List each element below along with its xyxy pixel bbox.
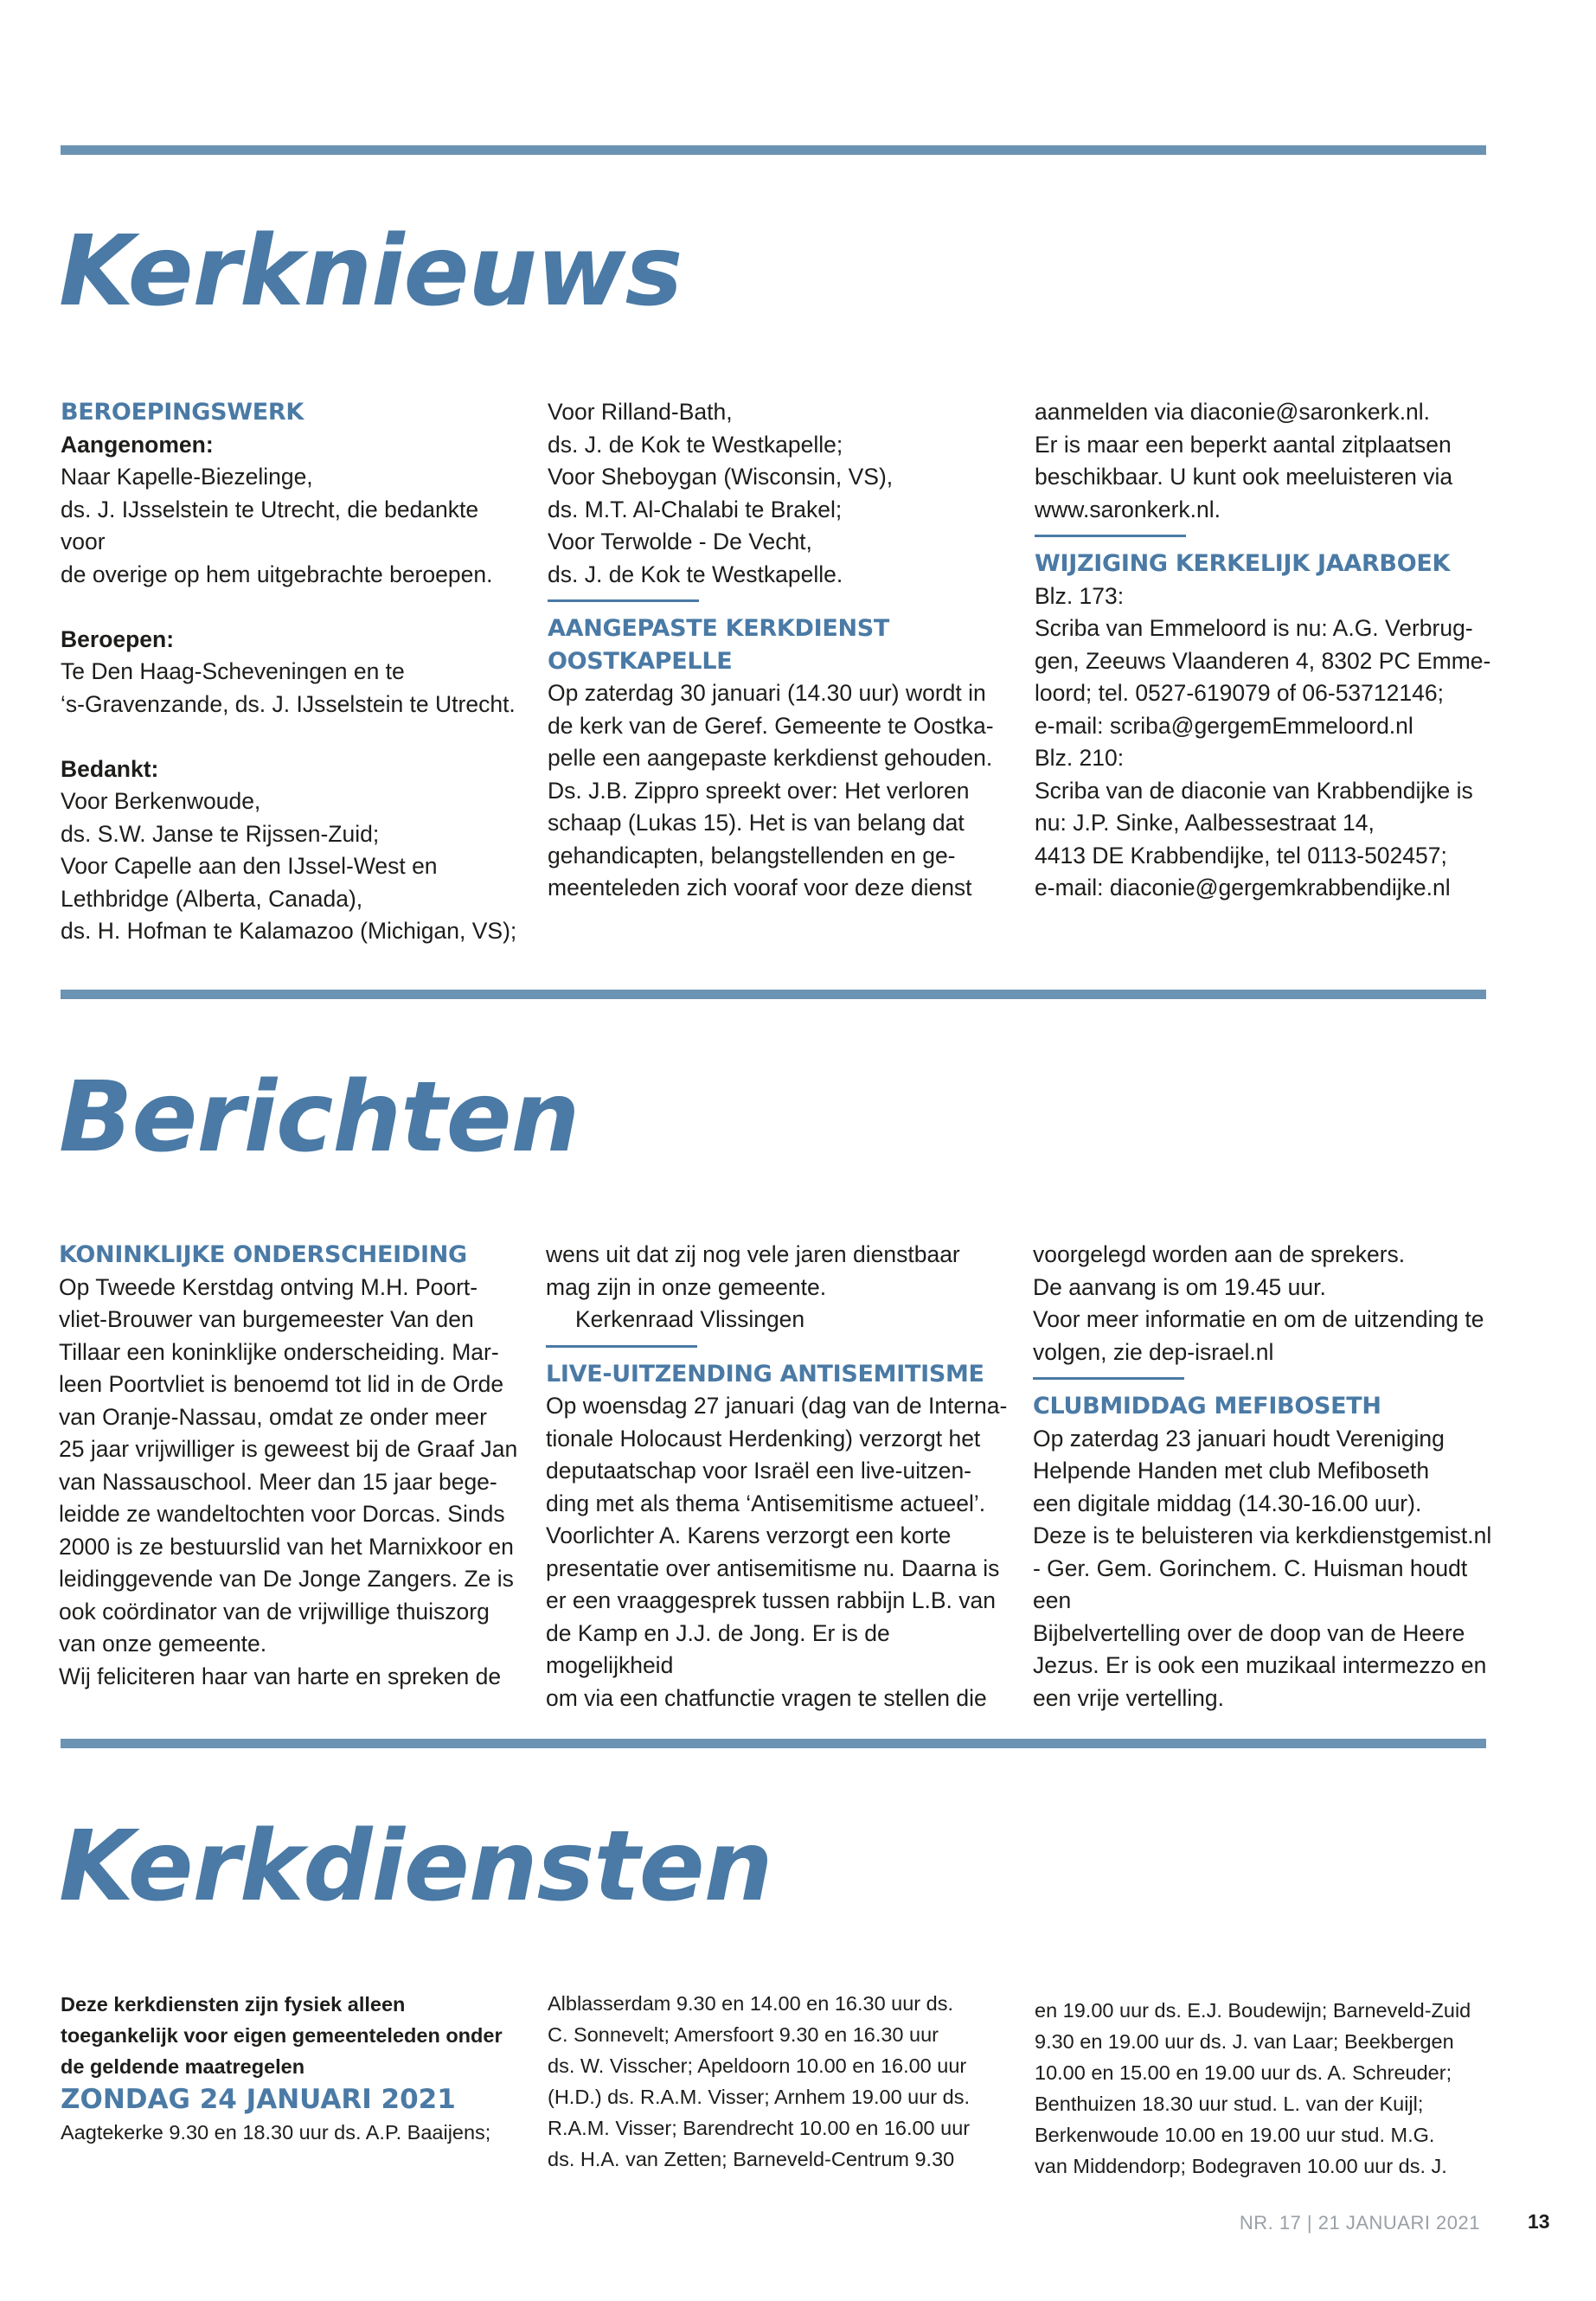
- text-line: ds. J. de Kok te Westkapelle;: [548, 431, 843, 458]
- text-line: gehandicapten, belangstellenden en ge-: [548, 842, 956, 868]
- text-line: van onze gemeente.: [59, 1631, 267, 1657]
- berichten-column-3: [1033, 1239, 1500, 1715]
- text-line: ds. M.T. Al-Chalabi te Brakel;: [548, 496, 843, 522]
- separator: [1033, 1377, 1184, 1380]
- text-line: wens uit dat zij nog vele jaren dienstbaar: [546, 1241, 960, 1267]
- text-line: vliet-Brouwer van burgemeester Van den: [59, 1306, 474, 1332]
- label-aangenomen: Aangenomen:: [61, 431, 214, 458]
- text-line: Aagtekerke 9.30 en 18.30 uur ds. A.P. Baaijens;: [61, 2121, 491, 2144]
- text-line: Alblasserdam 9.30 en 14.00 en 16.30 uur ds.: [548, 1992, 954, 2015]
- text-line: om via een chatfunctie vragen te stellen die: [546, 1684, 987, 1711]
- text-line: ds. H. Hofman te Kalamazoo (Michigan, VS);: [61, 918, 517, 944]
- text-line: Naar Kapelle-Biezelinge,: [61, 464, 313, 490]
- text-line: Bijbelvertelling over de doop van de Heere: [1033, 1619, 1465, 1646]
- text-line: tionale Holocaust Herdenking) verzorgt het: [546, 1425, 981, 1452]
- text-line: Op woensdag 27 januari (dag van de Interna-: [546, 1393, 1008, 1419]
- text-line: Scriba van Emmeloord is nu: A.G. Verbrug-: [1035, 615, 1473, 641]
- date-heading: ZONDAG 24 JANUARI 2021: [61, 2084, 456, 2115]
- separator: [546, 1345, 697, 1348]
- text-line: 25 jaar vrijwilliger is geweest bij de Graaf Jan: [59, 1436, 518, 1462]
- text-line: C. Sonnevelt; Amersfoort 9.30 en 16.30 uur: [548, 2023, 939, 2046]
- section-title-kerkdiensten: Kerkdiensten: [59, 1811, 772, 1923]
- berichten-column-2: [546, 1239, 1013, 1715]
- text-line: ds. S.W. Janse te Rijssen-Zuid;: [61, 820, 380, 847]
- text-line: er een vraaggesprek tussen rabbijn L.B. van: [546, 1587, 997, 1613]
- text-line: Helpende Handen met club Mefiboseth: [1033, 1458, 1430, 1484]
- kerkdiensten-column-1: [61, 1989, 528, 2148]
- kerkdiensten-rule: [61, 1739, 1486, 1748]
- text-line: Benthuizen 18.30 uur stud. L. van der Kuijl;: [1035, 2093, 1424, 2115]
- intro-line: de geldende maatregelen: [61, 2055, 305, 2078]
- kerknieuws-column-3: [1035, 396, 1502, 905]
- issue-info: NR. 17 | 21 JANUARI 2021: [1239, 2212, 1480, 2234]
- text-line: ds. J. IJsselstein te Utrecht, die bedankte voor: [61, 496, 479, 554]
- text-line: volgen, zie dep-israel.nl: [1033, 1338, 1274, 1365]
- text-line: Te Den Haag-Scheveningen en te: [61, 658, 405, 684]
- section-title-kerknieuws: Kerknieuws: [59, 215, 683, 328]
- signature: Kerkenraad Vlissingen: [575, 1306, 805, 1332]
- text-line: leidinggevende van De Jonge Zangers. Ze is: [59, 1566, 514, 1592]
- top-rule: [61, 145, 1486, 155]
- label-beroepen: Beroepen:: [61, 625, 175, 652]
- text-line: leidde ze wandeltochten voor Dorcas. Sinds: [59, 1501, 505, 1527]
- text-line: Voor Berkenwoude,: [61, 788, 261, 814]
- text-line: 10.00 en 15.00 en 19.00 uur ds. A. Schreuder;: [1035, 2061, 1452, 2084]
- text-line: de overige op hem uitgebrachte beroepen.: [61, 561, 493, 587]
- text-line: Wij feliciteren haar van harte en spreken de: [59, 1663, 502, 1689]
- heading-wijziging-jaarboek: WIJZIGING KERKELIJK JAARBOEK: [1035, 550, 1451, 577]
- text-line: Op Tweede Kerstdag ontving M.H. Poort-: [59, 1273, 478, 1300]
- text-line: meenteleden zich vooraf voor deze dienst: [548, 875, 972, 901]
- text-line: ‘s-Gravenzande, ds. J. IJsselstein te Utrecht.: [61, 690, 516, 717]
- text-line: presentatie over antisemitisme nu. Daarna is: [546, 1554, 1000, 1581]
- text-line: Voor Terwolde - De Vecht,: [548, 529, 812, 554]
- section-title-berichten: Berichten: [59, 1061, 580, 1174]
- text-line: (H.D.) ds. R.A.M. Visser; Arnhem 19.00 uur ds.: [548, 2086, 971, 2108]
- berichten-column-1: [59, 1239, 526, 1693]
- kerknieuws-column-1: [61, 396, 528, 948]
- text-line: van Middendorp; Bodegraven 10.00 uur ds. J.: [1035, 2155, 1447, 2177]
- text-line: Ds. J.B. Zippro spreekt over: Het verloren: [548, 777, 970, 804]
- text-line: ding met als thema ‘Antisemitisme actueel’.: [546, 1490, 986, 1516]
- text-line: Berkenwoude 10.00 en 19.00 uur stud. M.G.: [1035, 2124, 1435, 2146]
- kerknieuws-column-2: [548, 396, 1015, 905]
- text-line: loord; tel. 0527-619079 of 06-53712146;: [1035, 680, 1444, 706]
- text-line: Voor Rilland-Bath,: [548, 399, 733, 425]
- text-line: Op zaterdag 23 januari houdt Vereniging: [1033, 1425, 1445, 1452]
- text-line: beschikbaar. U kunt ook meeluisteren via: [1035, 464, 1453, 490]
- text-line: Voor meer informatie en om de uitzending te: [1033, 1306, 1484, 1332]
- text-line: een vrije vertelling.: [1033, 1684, 1224, 1711]
- heading-live-uitzending: LIVE-UITZENDING ANTISEMITISME: [546, 1360, 984, 1388]
- text-line: en 19.00 uur ds. E.J. Boudewijn; Barneveld-Zuid: [1035, 1999, 1471, 2022]
- kerkdiensten-column-3: [1035, 1995, 1502, 2182]
- text-line: de kerk van de Geref. Gemeente te Oostka-: [548, 712, 994, 739]
- text-line: aanmelden via diaconie@saronkerk.nl.: [1035, 399, 1431, 425]
- page-number: 13: [1528, 2210, 1550, 2233]
- text-line: leen Poortvliet is benoemd tot lid in de Orde: [59, 1371, 504, 1397]
- text-line: Voor Sheboygan (Wisconsin, VS),: [548, 464, 894, 490]
- text-line: Scriba van de diaconie van Krabbendijke is: [1035, 777, 1473, 804]
- text-line: - Ger. Gem. Gorinchem. C. Huisman houdt een: [1033, 1554, 1468, 1613]
- text-line: Tillaar een koninklijke onderscheiding. Mar-: [59, 1338, 499, 1365]
- text-line: Deze is te beluisteren via kerkdienstgemist.nl: [1033, 1522, 1492, 1548]
- text-line: ds. W. Visscher; Apeldoorn 10.00 en 16.00 uur: [548, 2054, 967, 2077]
- text-line: schaap (Lukas 15). Het is van belang dat: [548, 810, 965, 836]
- text-line: gen, Zeeuws Vlaanderen 4, 8302 PC Emme-: [1035, 647, 1491, 674]
- intro-line: Deze kerkdiensten zijn fysiek alleen: [61, 1993, 406, 2016]
- text-line: deputaatschap voor Israël een live-uitzen-: [546, 1458, 972, 1484]
- text-line: mag zijn in onze gemeente.: [546, 1273, 827, 1300]
- text-line: Blz. 210:: [1035, 745, 1125, 771]
- text-line: van Oranje-Nassau, omdat ze onder meer: [59, 1403, 487, 1430]
- intro-line: toegankelijk voor eigen gemeenteleden onder: [61, 2024, 503, 2047]
- text-line: ook coördinator van de vrijwillige thuiszorg: [59, 1598, 490, 1625]
- text-line: De aanvang is om 19.45 uur.: [1033, 1273, 1326, 1300]
- text-line: e-mail: scriba@gergemEmmeloord.nl: [1035, 712, 1413, 739]
- text-line: ds. J. de Kok te Westkapelle.: [548, 561, 843, 587]
- heading-aangepaste-kerkdienst: AANGEPASTE KERKDIENST OOSTKAPELLE: [548, 615, 890, 675]
- text-line: Er is maar een beperkt aantal zitplaatsen: [1035, 431, 1452, 458]
- text-line: voorgelegd worden aan de sprekers.: [1033, 1241, 1406, 1267]
- heading-beroepingswerk: BEROEPINGSWERK: [61, 399, 304, 426]
- text-line: www.saronkerk.nl.: [1035, 496, 1221, 522]
- text-line: 2000 is ze bestuurslid van het Marnixkoor en: [59, 1533, 514, 1560]
- berichten-rule: [61, 990, 1486, 999]
- text-line: Op zaterdag 30 januari (14.30 uur) wordt in: [548, 680, 986, 706]
- label-bedankt: Bedankt:: [61, 755, 159, 782]
- text-line: e-mail: diaconie@gergemkrabbendijke.nl: [1035, 875, 1451, 901]
- text-line: Lethbridge (Alberta, Canada),: [61, 885, 363, 912]
- heading-clubmiddag: CLUBMIDDAG MEFIBOSETH: [1033, 1393, 1381, 1420]
- text-line: ds. H.A. van Zetten; Barneveld-Centrum 9.30: [548, 2148, 955, 2170]
- text-line: pelle een aangepaste kerkdienst gehouden.: [548, 745, 993, 771]
- separator: [1035, 535, 1186, 537]
- heading-koninklijke-onderscheiding: KONINKLIJKE ONDERSCHEIDING: [59, 1241, 467, 1268]
- text-line: R.A.M. Visser; Barendrecht 10.00 en 16.00 uur: [548, 2117, 971, 2139]
- text-line: 4413 DE Krabbendijke, tel 0113-502457;: [1035, 842, 1447, 868]
- text-line: een digitale middag (14.30-16.00 uur).: [1033, 1490, 1422, 1516]
- text-line: nu: J.P. Sinke, Aalbessestraat 14,: [1035, 810, 1375, 836]
- text-line: Voorlichter A. Karens verzorgt een korte: [546, 1522, 952, 1548]
- text-line: de Kamp en J.J. de Jong. Er is de mogelijkheid: [546, 1619, 890, 1678]
- text-line: Voor Capelle aan den IJssel-West en: [61, 853, 438, 879]
- separator: [548, 599, 699, 602]
- text-line: van Nassauschool. Meer dan 15 jaar bege-: [59, 1468, 497, 1495]
- text-line: Blz. 173:: [1035, 582, 1125, 609]
- text-line: Jezus. Er is ook een muzikaal intermezzo en: [1033, 1652, 1487, 1678]
- kerkdiensten-column-2: [548, 1988, 1015, 2175]
- text-line: 9.30 en 19.00 uur ds. J. van Laar; Beekbergen: [1035, 2030, 1454, 2053]
